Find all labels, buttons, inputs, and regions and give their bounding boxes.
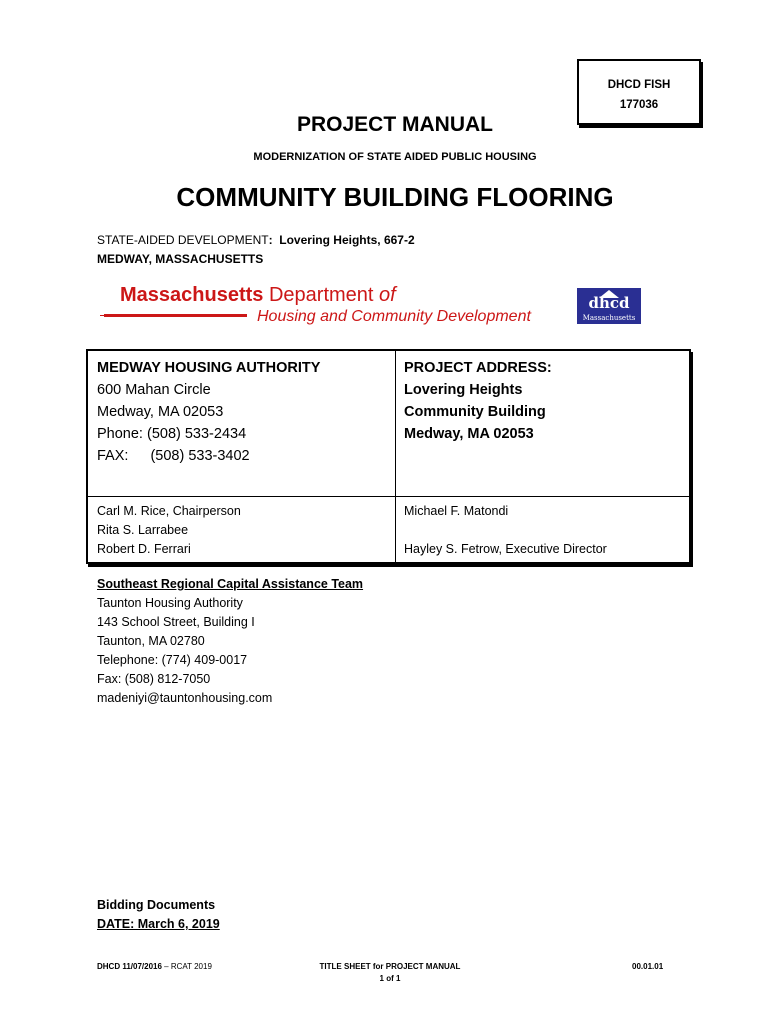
board-member: Rita S. Larrabee [97, 523, 189, 537]
project-address-cell [404, 357, 552, 445]
dhcd-badge-icon [577, 288, 641, 324]
development-location: MEDWAY, MASSACHUSETTS [97, 252, 264, 266]
bidding-block [97, 896, 220, 934]
team-heading: Southeast Regional Capital Assistance Team [97, 577, 364, 591]
table-horizontal-divider [88, 496, 689, 497]
fish-label: DHCD FISH [607, 79, 671, 91]
project-address-line1: Lovering Heights [404, 382, 523, 398]
logo-word-massachusetts: Massachusetts [120, 284, 264, 306]
document-title: PROJECT MANUAL [296, 113, 493, 136]
dhcd-logo-line1 [120, 284, 396, 307]
fish-number: 177036 [619, 99, 659, 111]
badge-sub: Massachusetts [582, 314, 636, 322]
footer-left-rest: – RCAT 2019 [161, 962, 212, 971]
authority-name: MEDWAY HOUSING AUTHORITY [97, 360, 321, 376]
footer-center [300, 961, 480, 985]
badge-word: dhcd [588, 294, 630, 312]
authority-info-table [86, 349, 691, 564]
footer-left [97, 961, 212, 973]
project-address-line3: Medway, MA 02053 [404, 426, 534, 442]
board-member: Robert D. Ferrari [97, 542, 191, 556]
board-members-left [97, 502, 241, 559]
footer-section-number: 00.01.01 [632, 962, 664, 971]
dhcd-logo-line2: Housing and Community Development [257, 308, 531, 325]
table-vertical-divider [395, 351, 396, 564]
authority-city: Medway, MA 02053 [97, 404, 224, 420]
logo-rule [104, 314, 247, 317]
bidding-label: Bidding Documents [97, 898, 216, 912]
team-line: Fax: (508) 812-7050 [97, 672, 211, 686]
logo-word-of: of [379, 284, 396, 306]
fax-value: (508) 533-3402 [150, 448, 250, 464]
fax-label: FAX: [97, 448, 129, 464]
project-address-line2: Community Building [404, 404, 546, 420]
development-value: Lovering Heights, 667-2 [279, 233, 415, 247]
project-title: COMMUNITY BUILDING FLOORING [176, 182, 614, 212]
development-line: STATE-AIDED DEVELOPMENT: Lovering Heights, 667-2 [97, 233, 415, 247]
bidding-date: DATE: March 6, 2019 [97, 917, 220, 931]
team-line: Taunton, MA 02780 [97, 634, 205, 648]
authority-cell [97, 357, 320, 467]
team-email: madeniyi@tauntonhousing.com [97, 691, 273, 705]
team-line: Taunton Housing Authority [97, 596, 243, 610]
footer-sheet-title: TITLE SHEET for PROJECT MANUAL [319, 962, 461, 971]
footer-left-date: DHCD 11/07/2016 [97, 962, 162, 971]
regional-team-block [97, 575, 363, 708]
board-member: Carl M. Rice, Chairperson [97, 504, 241, 518]
document-subtitle: MODERNIZATION OF STATE AIDED PUBLIC HOUSING [253, 151, 537, 163]
footer-page-count: 1 of 1 [379, 974, 401, 983]
executive-director: Hayley S. Fetrow, Executive Director [404, 542, 607, 556]
project-address-label: PROJECT ADDRESS: [404, 360, 552, 376]
logo-word-department: Department [268, 284, 374, 306]
team-line: Telephone: (774) 409-0017 [97, 653, 248, 667]
development-label: STATE-AIDED DEVELOPMENT [97, 233, 269, 247]
board-members-right [404, 502, 607, 559]
board-member: Michael F. Matondi [404, 504, 509, 518]
authority-fax [97, 445, 320, 467]
team-line: 143 School Street, Building I [97, 615, 255, 629]
authority-phone: Phone: (508) 533-2434 [97, 426, 247, 442]
authority-street: 600 Mahan Circle [97, 382, 211, 398]
